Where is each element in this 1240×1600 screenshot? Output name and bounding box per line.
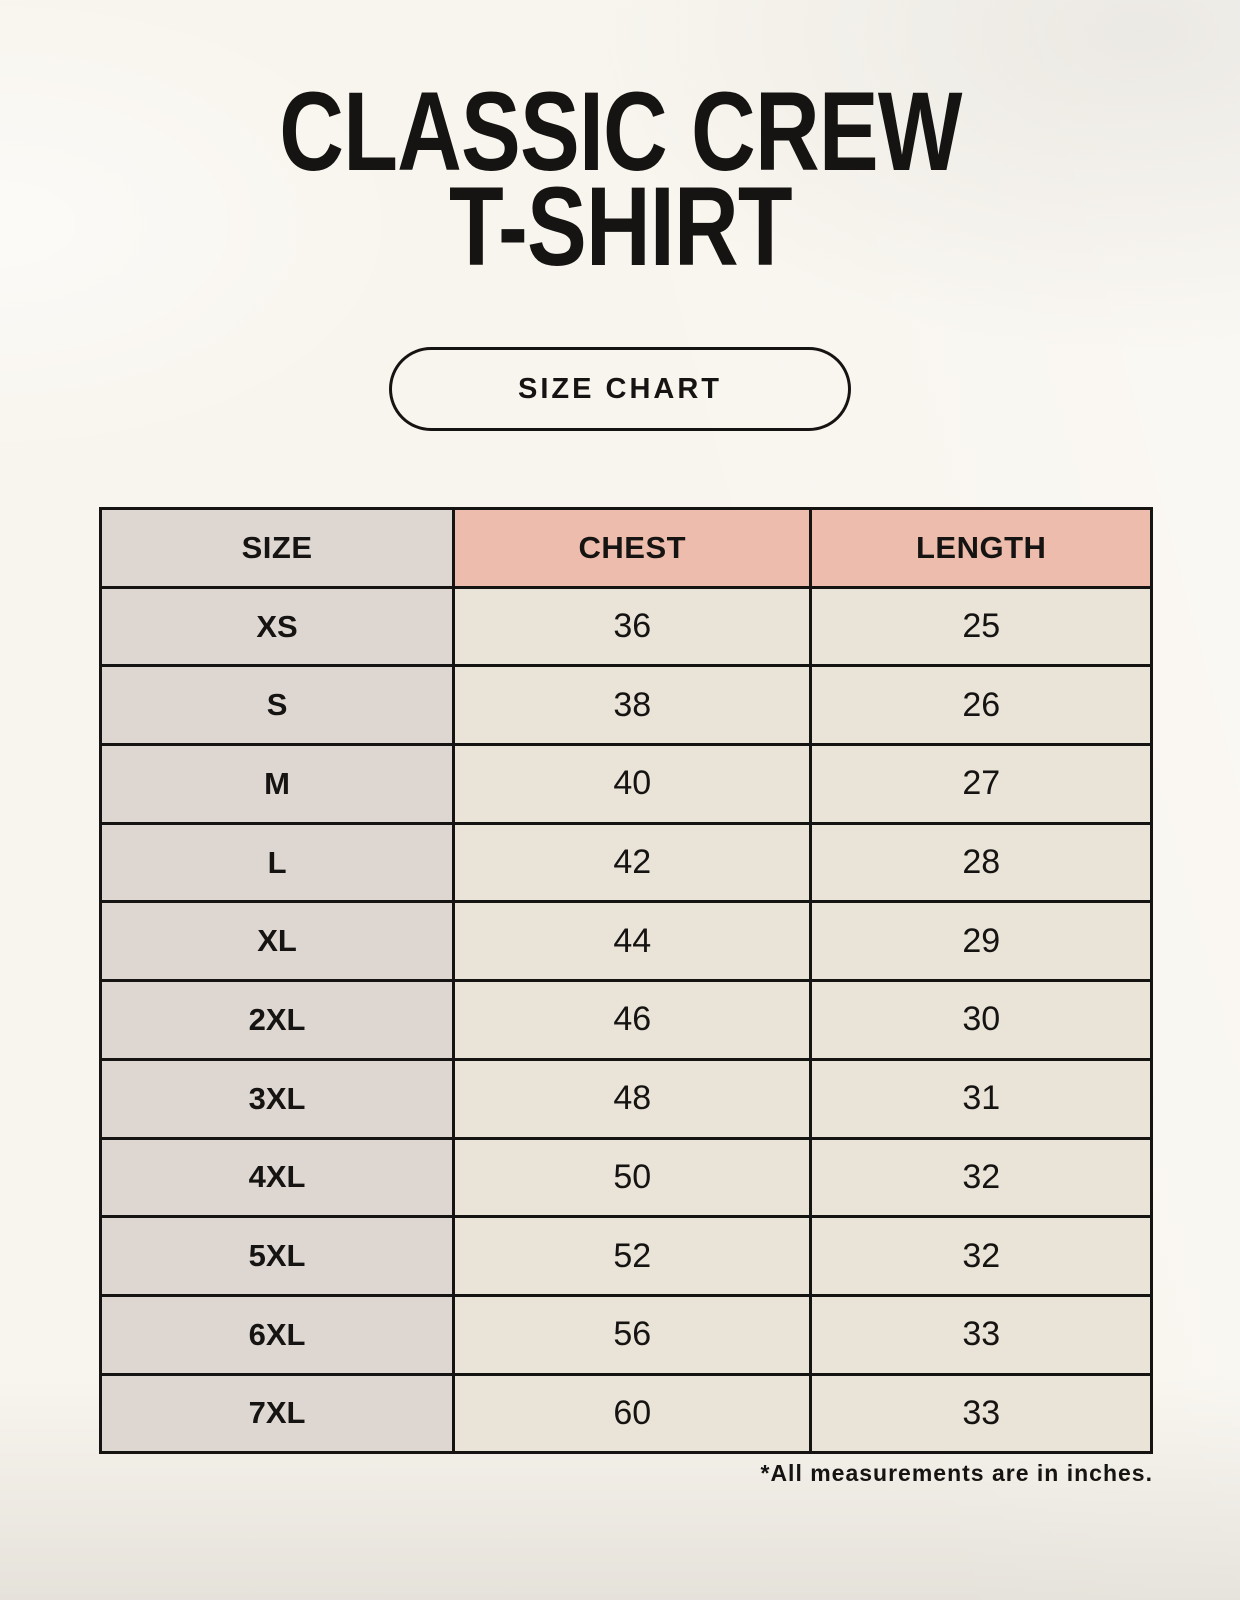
chest-cell: 56	[454, 1295, 811, 1374]
size-table-container	[99, 507, 1153, 1454]
size-cell: S	[101, 666, 454, 745]
length-cell: 33	[811, 1295, 1152, 1374]
table-row	[101, 1374, 1152, 1453]
length-cell: 32	[811, 1138, 1152, 1217]
header-row	[101, 509, 1152, 588]
size-cell: 5XL	[101, 1217, 454, 1296]
column-header-size: SIZE	[101, 509, 454, 588]
length-cell: 29	[811, 902, 1152, 981]
chest-cell: 48	[454, 1059, 811, 1138]
size-chart-button-row	[0, 347, 1240, 431]
chest-cell: 36	[454, 587, 811, 666]
table-row	[101, 587, 1152, 666]
measurements-footnote: *All measurements are in inches.	[760, 1460, 1153, 1486]
chest-cell: 44	[454, 902, 811, 981]
table-row	[101, 1217, 1152, 1296]
length-cell: 28	[811, 823, 1152, 902]
length-cell: 32	[811, 1217, 1152, 1296]
table-row	[101, 1059, 1152, 1138]
chest-cell: 38	[454, 666, 811, 745]
column-header-length: LENGTH	[811, 509, 1152, 588]
chest-cell: 50	[454, 1138, 811, 1217]
size-cell: L	[101, 823, 454, 902]
size-cell: XS	[101, 587, 454, 666]
table-row	[101, 902, 1152, 981]
size-cell: 6XL	[101, 1295, 454, 1374]
page-title-text	[278, 69, 962, 289]
size-cell: M	[101, 745, 454, 824]
table-row	[101, 1138, 1152, 1217]
table-row	[101, 745, 1152, 824]
size-cell: 2XL	[101, 981, 454, 1060]
size-table-head	[101, 509, 1152, 588]
length-cell: 25	[811, 587, 1152, 666]
size-chart-button[interactable]: SIZE CHART	[389, 347, 851, 431]
page-title	[0, 69, 1240, 289]
title-line-2: T-SHIRT	[448, 164, 792, 289]
chest-cell: 46	[454, 981, 811, 1060]
size-cell: 7XL	[101, 1374, 454, 1453]
column-header-chest: CHEST	[454, 509, 811, 588]
chest-cell: 40	[454, 745, 811, 824]
length-cell: 27	[811, 745, 1152, 824]
size-table	[99, 507, 1153, 1454]
size-cell: 3XL	[101, 1059, 454, 1138]
size-table-body	[101, 587, 1152, 1453]
table-row	[101, 1295, 1152, 1374]
length-cell: 31	[811, 1059, 1152, 1138]
length-cell: 33	[811, 1374, 1152, 1453]
table-row	[101, 666, 1152, 745]
chest-cell: 52	[454, 1217, 811, 1296]
length-cell: 30	[811, 981, 1152, 1060]
length-cell: 26	[811, 666, 1152, 745]
chest-cell: 60	[454, 1374, 811, 1453]
size-cell: XL	[101, 902, 454, 981]
table-row	[101, 823, 1152, 902]
title-line-1: CLASSIC CREW	[278, 69, 962, 194]
chest-cell: 42	[454, 823, 811, 902]
table-row	[101, 981, 1152, 1060]
size-cell: 4XL	[101, 1138, 454, 1217]
